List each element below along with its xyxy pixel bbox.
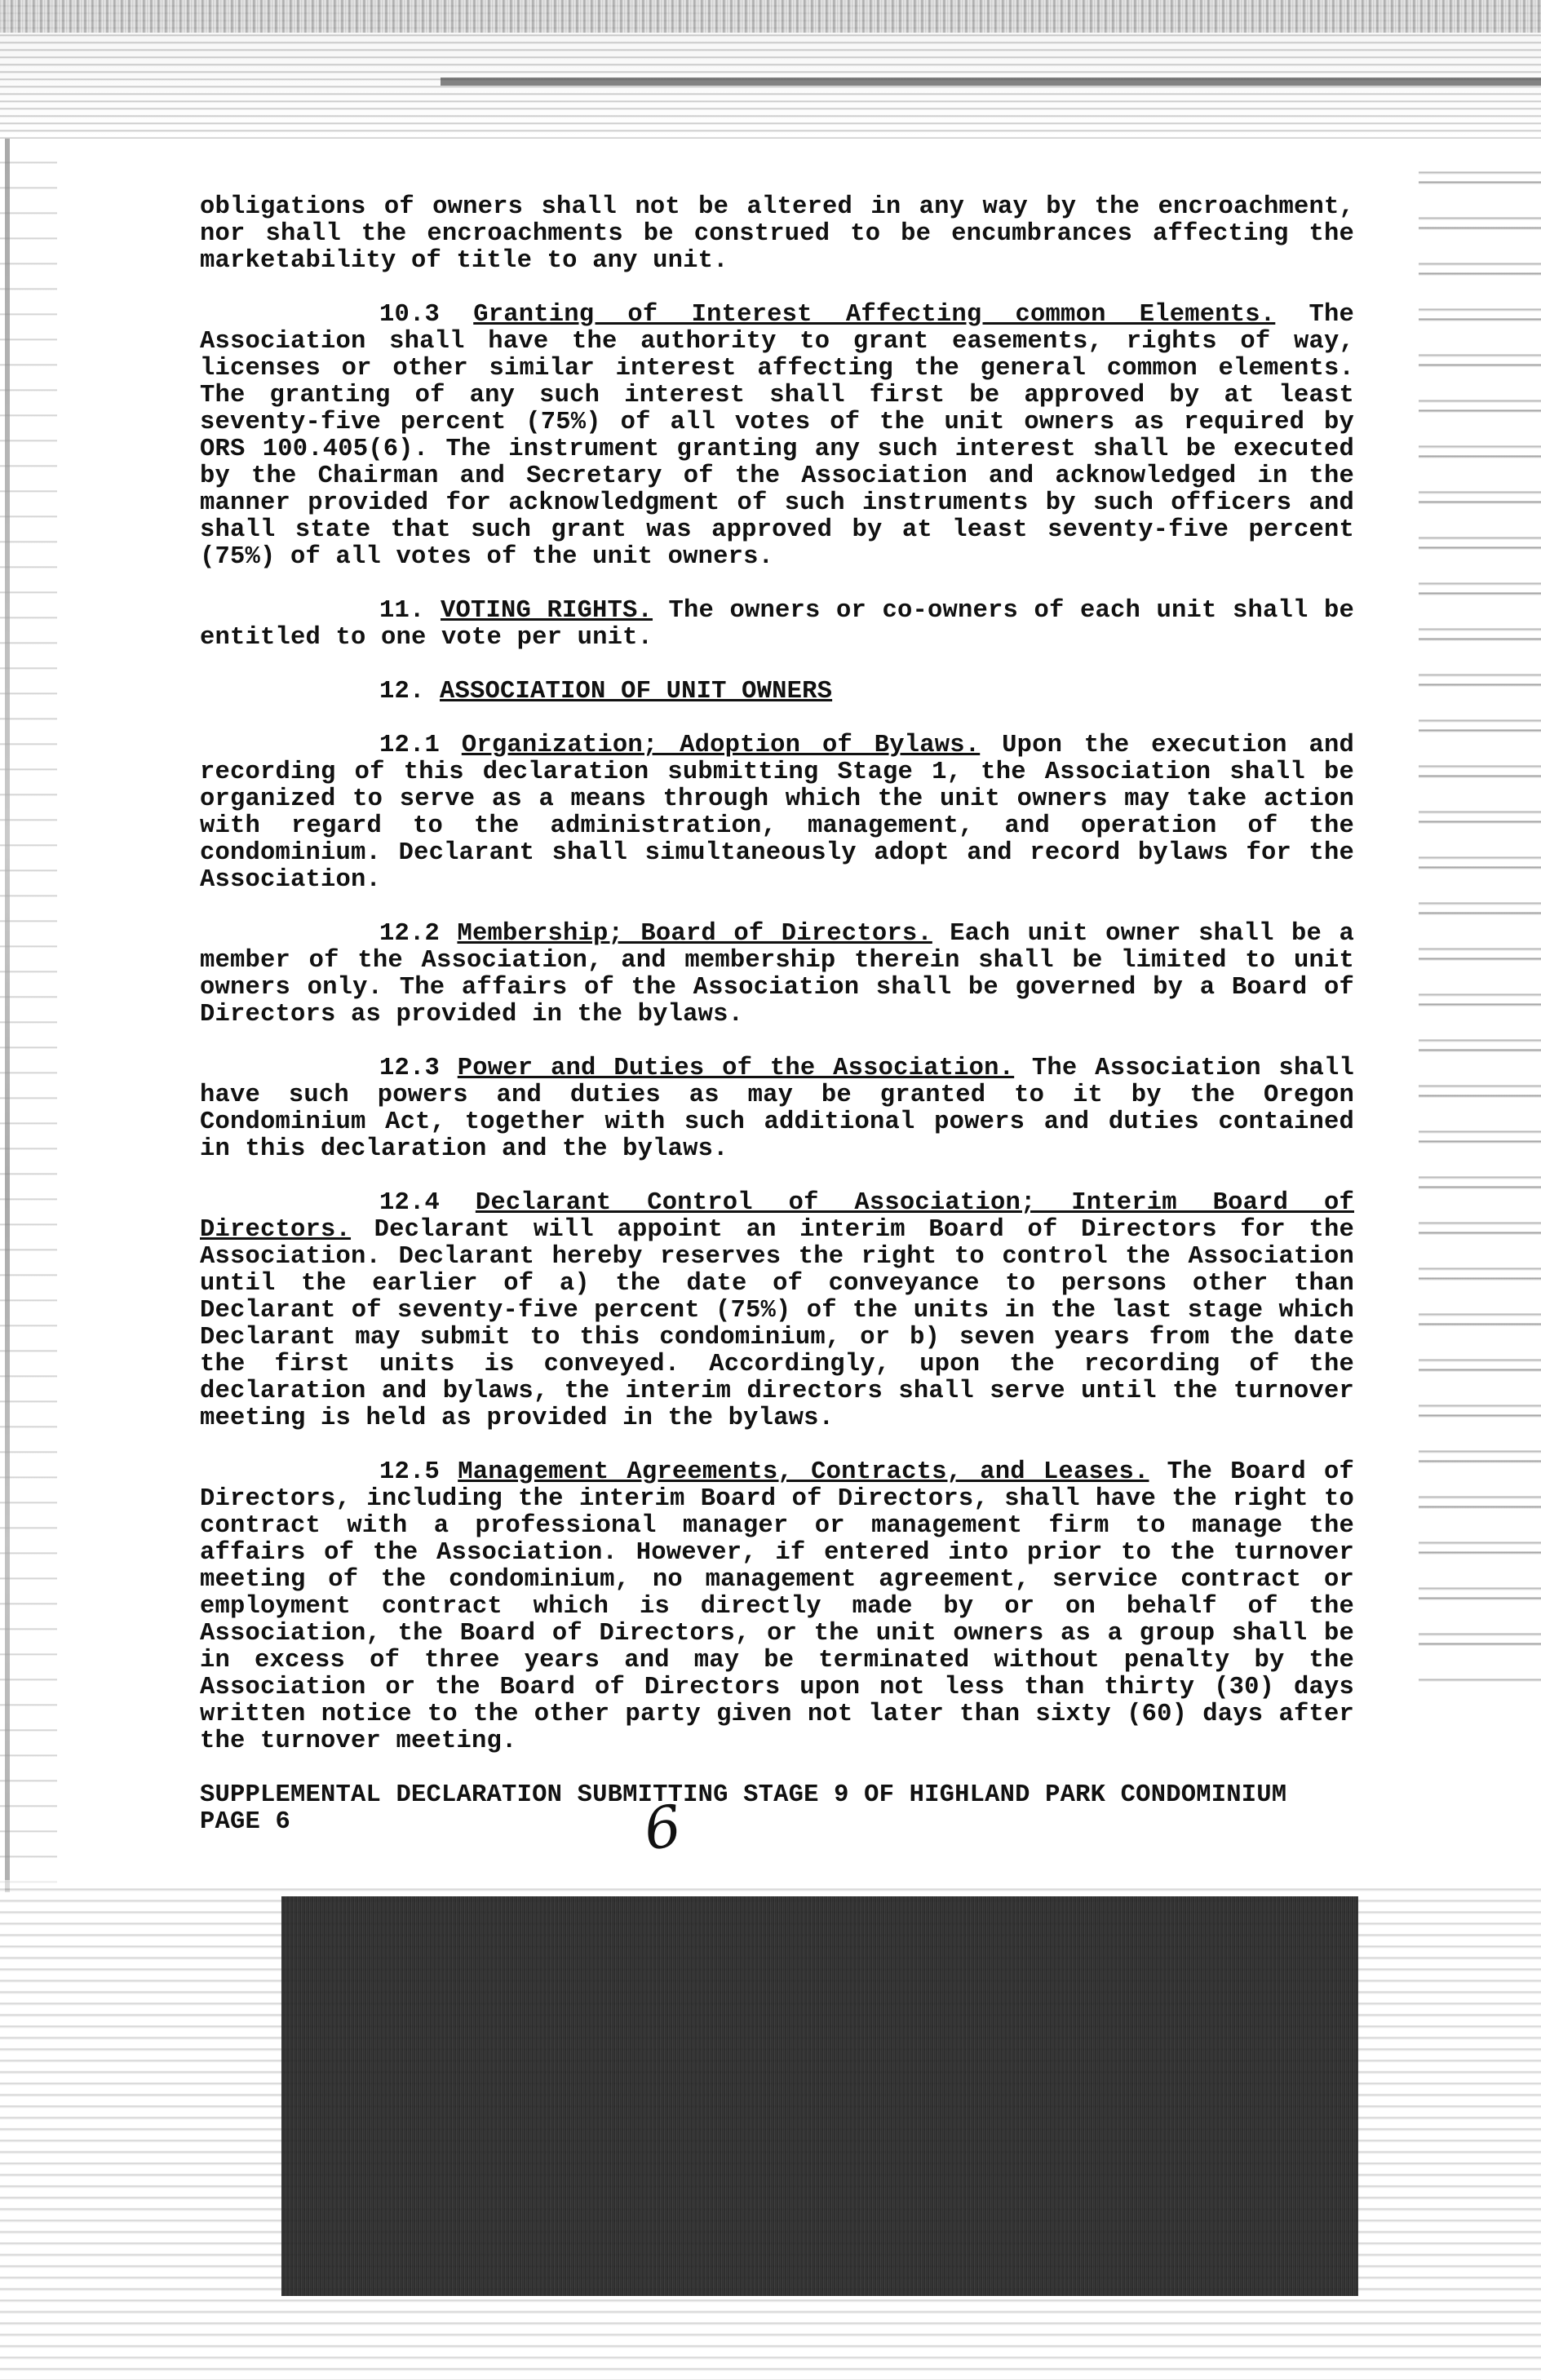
section-12-4 bbox=[200, 1190, 1354, 1432]
section-body: The Board of Directors, including the interim Board of Directors, shall have the right to contract with a professional manager or management firm to manage the affairs of the Association. However, if entered into prior to the turnover meeting of the condominium, no management agreement, service contract or employment contract which is directly made by or on behalf of the Association, the Board of Directors, or the unit owners as a group shall be in excess of three years and may be terminated without penalty by the Association or the Board of Directors upon not less than thirty (30) days written notice to the other party given not later than sixty (60) days after the turnover meeting. bbox=[200, 1458, 1354, 1755]
section-heading: Organization; Adoption of Bylaws. bbox=[461, 732, 981, 759]
section-12-1 bbox=[200, 732, 1354, 894]
section-body: Declarant will appoint an interim Board of Directors for the Association. Declarant hereby reserves the right to control the Association until the earlier of a) the date of conveyance to persons other than Declarant of seventy-five percent (75%) of the units in the last stage which Declarant may submit to this condominium, or b) seven years from the date the first units is conveyed. Accordingly, upon the recording of the declaration and bylaws, the interim directors shall serve until the turnover meeting is held as provided in the bylaws. bbox=[200, 1216, 1354, 1432]
section-number: 12.2 bbox=[379, 920, 441, 948]
section-body: Each unit owner shall be a member of the Association, and membership therein shall be limited to unit owners only. The affairs of the Association shall be governed by a Board of Directors as provided in the bylaws. bbox=[200, 920, 1354, 1029]
section-12-3 bbox=[200, 1055, 1354, 1163]
section-heading: Management Agreements, Contracts, and Leases. bbox=[458, 1458, 1149, 1486]
footer-page-number: PAGE 6 bbox=[200, 1808, 291, 1836]
section-heading: ASSOCIATION OF UNIT OWNERS bbox=[440, 678, 833, 706]
section-12 bbox=[200, 679, 1354, 706]
section-heading: Declarant Control of Association; Interim Board of Directors. bbox=[200, 1189, 1354, 1244]
section-10-3 bbox=[200, 302, 1354, 571]
section-body: The owners or co-owners of each unit shall be entitled to one vote per unit. bbox=[200, 597, 1354, 652]
section-body: The Association shall have the authority to grant easements, rights of way, licenses or other similar interest affecting the general common elements. The granting of any such interest shall first be approved by at least seventy-five percent (75%) of all votes of the unit owners as required by ORS 100.405(6). The instrument granting any such interest shall be executed by the Chairman and Secretary of the Association and acknowledged in the manner provided for acknowledgment of such instruments by such officers and shall state that such grant was approved by at least seventy-five percent (75%) of all votes of the unit owners. bbox=[200, 301, 1355, 571]
section-12-2 bbox=[200, 921, 1354, 1029]
section-heading: Membership; Board of Directors. bbox=[457, 920, 932, 948]
section-body: Upon the execution and recording of this declaration submitting Stage 1, the Association shall be organized to serve as a means through which the unit owners may take action with regard to the administration, management, and operation of the condominium. Declarant shall simultaneously adopt and record bylaws for the Association. bbox=[200, 732, 1354, 894]
section-number: 11. bbox=[379, 597, 425, 625]
section-number: 12.4 bbox=[379, 1189, 441, 1217]
section-number: 12. bbox=[379, 678, 425, 706]
section-12-5 bbox=[200, 1459, 1354, 1755]
section-number: 12.5 bbox=[379, 1458, 441, 1486]
paragraph-continuation: obligations of owners shall not be altered in any way by the encroachment, nor shall the encroachments be construed to be encumbrances affecting the marketability of title to any unit. bbox=[200, 193, 1354, 275]
section-number: 10.3 bbox=[379, 301, 441, 329]
page-footer bbox=[200, 1782, 1354, 1836]
section-number: 12.1 bbox=[379, 732, 441, 759]
scan-artifact-bottom-dark bbox=[281, 1896, 1358, 2296]
section-body: The Association shall have such powers and duties as may be granted to it by the Oregon Condominium Act, together with such additional powers and duties contained in this declaration and the bylaws. bbox=[200, 1055, 1354, 1163]
scan-artifact-top bbox=[0, 0, 1541, 139]
section-heading: Power and Duties of the Association. bbox=[457, 1055, 1015, 1082]
handwritten-page-mark: 6 bbox=[640, 1792, 686, 1864]
document-page bbox=[200, 194, 1354, 1836]
footer-title: SUPPLEMENTAL DECLARATION SUBMITTING STAGE 9 OF HIGHLAND PARK CONDOMINIUM bbox=[200, 1781, 1287, 1809]
section-heading: VOTING RIGHTS. bbox=[441, 597, 653, 625]
scan-artifact-right bbox=[1419, 139, 1541, 1688]
scan-artifact-left bbox=[0, 139, 57, 1892]
section-11 bbox=[200, 598, 1354, 652]
section-number: 12.3 bbox=[379, 1055, 441, 1082]
section-heading: Granting of Interest Affecting common Elements. bbox=[473, 301, 1276, 329]
